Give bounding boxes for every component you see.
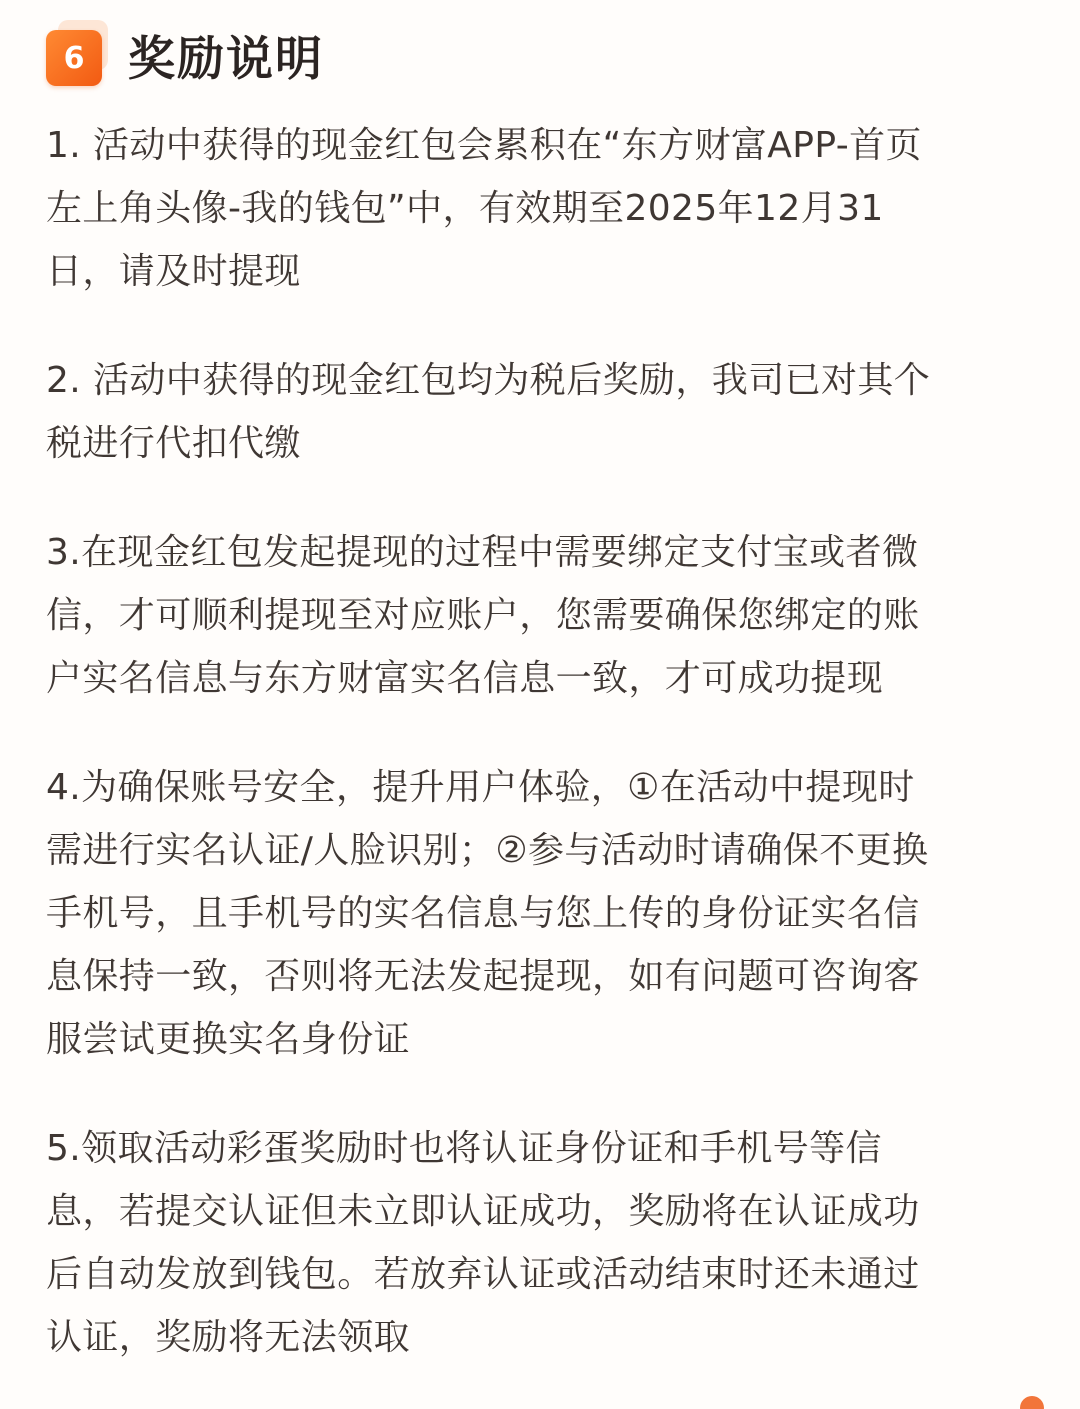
rule-line: 需进行实名认证/人脸识别；②参与活动时请确保不更换 [46,830,929,871]
rule-line: 息，若提交认证但未立即认证成功，奖励将在认证成功 [46,1191,920,1232]
rule-line: 后自动发放到钱包。若放弃认证或活动结束时还未通过 [46,1254,920,1295]
rule-line: 左上角头像-我的钱包”中，有效期至2025年12月31 [46,188,884,229]
rule-line: 4.为确保账号安全，提升用户体验，①在活动中提现时 [46,767,915,808]
rule-line: 户实名信息与东方财富实名信息一致，才可成功提现 [46,658,884,699]
rule-line: 服尝试更换实名身份证 [46,1019,411,1060]
reward-rules-body [46,114,1046,1409]
rule-line: 手机号，且手机号的实名信息与您上传的身份证实名信 [46,893,920,934]
rule-line: 税进行代扣代缴 [46,423,301,464]
rule-paragraph-2 [46,349,1046,475]
section-header [46,22,324,88]
rule-paragraph-4 [46,756,1046,1071]
rule-paragraph-5 [46,1117,1046,1369]
rule-line: 息保持一致，否则将无法发起提现，如有问题可咨询客 [46,956,920,997]
rule-line: 认证，奖励将无法领取 [46,1317,411,1358]
rule-line: 信，才可顺利提现至对应账户，您需要确保您绑定的账 [46,595,920,636]
rule-line: 1. 活动中获得的现金红包会累积在“东方财富APP-首页 [46,125,922,166]
rule-line: 5.领取活动彩蛋奖励时也将认证身份证和手机号等信 [46,1128,882,1169]
rule-line: 日，请及时提现 [46,251,301,292]
rule-paragraph-3 [46,521,1046,710]
rule-line: 3.在现金红包发起提现的过程中需要绑定支付宝或者微 [46,532,919,573]
badge-number: 6 [46,30,102,86]
section-title: 奖励说明 [128,31,324,87]
rule-paragraph-1 [46,114,1046,303]
section-number-badge [46,26,104,84]
rule-line: 2. 活动中获得的现金红包均为税后奖励，我司已对其个 [46,360,931,401]
